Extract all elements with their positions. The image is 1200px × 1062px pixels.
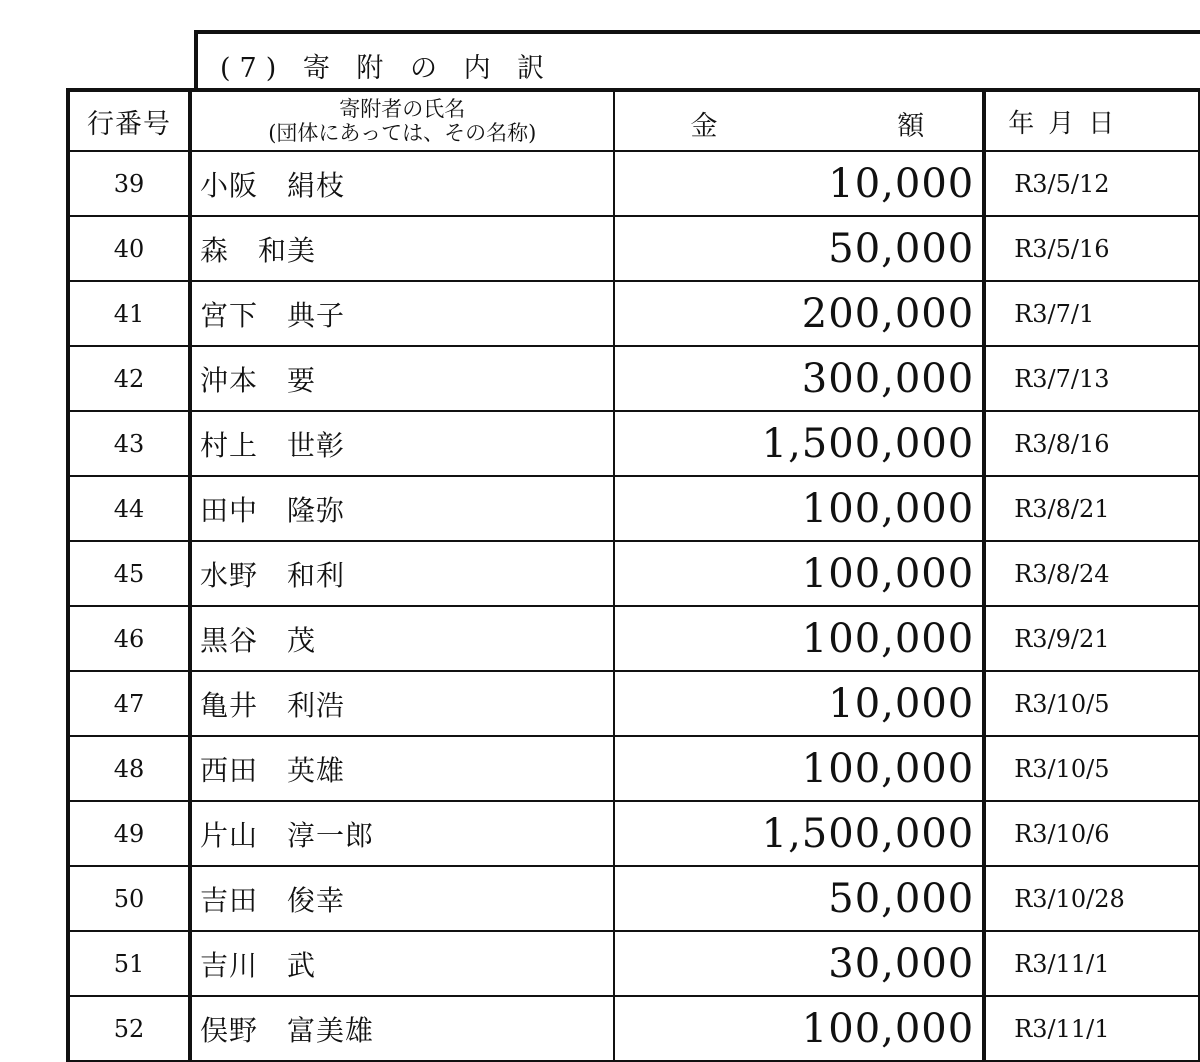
amount-cell: 100,000: [614, 476, 985, 541]
date-cell: R3/9/21: [984, 606, 1199, 671]
date-cell: R3/8/16: [984, 411, 1199, 476]
date-cell: R3/10/6: [984, 801, 1199, 866]
date-cell: R3/5/12: [984, 151, 1199, 216]
amount-cell: 200,000: [614, 281, 985, 346]
donor-name-cell: 吉川 武: [190, 931, 613, 996]
section-title-box: [194, 30, 1200, 88]
row-number-cell: 42: [68, 346, 190, 411]
row-number-cell: 47: [68, 671, 190, 736]
header-donor-name-line2: (団体にあっては、その名称): [268, 121, 537, 145]
table-row: [68, 606, 1199, 671]
table-row: [68, 281, 1199, 346]
amount-cell: 50,000: [614, 866, 985, 931]
amount-cell: 10,000: [614, 671, 985, 736]
table-header-row: [68, 90, 1199, 151]
donor-name-cell: 西田 英雄: [190, 736, 613, 801]
header-row-number: 行番号: [68, 90, 190, 151]
donor-name-cell: 村上 世彰: [190, 411, 613, 476]
donation-table: [66, 88, 1200, 1062]
table-row: [68, 476, 1199, 541]
header-date: 年月日: [984, 90, 1199, 151]
row-number-cell: 51: [68, 931, 190, 996]
date-cell: R3/11/1: [984, 931, 1199, 996]
donor-name-cell: 小阪 絹枝: [190, 151, 613, 216]
table-row: [68, 996, 1199, 1061]
amount-cell: 30,000: [614, 931, 985, 996]
header-amount: [614, 90, 985, 151]
donor-name-cell: 俣野 富美雄: [190, 996, 613, 1061]
row-number-cell: 48: [68, 736, 190, 801]
date-cell: R3/10/5: [984, 736, 1199, 801]
header-amount-left: 金: [690, 111, 718, 142]
table-row: [68, 151, 1199, 216]
amount-cell: 50,000: [614, 216, 985, 281]
donor-name-cell: 田中 隆弥: [190, 476, 613, 541]
donor-name-cell: 宮下 典子: [190, 281, 613, 346]
donor-name-cell: 沖本 要: [190, 346, 613, 411]
row-number-cell: 52: [68, 996, 190, 1061]
header-amount-right: 額: [897, 111, 925, 142]
amount-cell: 1,500,000: [614, 411, 985, 476]
amount-cell: 100,000: [614, 736, 985, 801]
table-row: [68, 931, 1199, 996]
date-cell: R3/8/24: [984, 541, 1199, 606]
row-number-cell: 49: [68, 801, 190, 866]
amount-cell: 100,000: [614, 606, 985, 671]
amount-cell: 10,000: [614, 151, 985, 216]
date-cell: R3/8/21: [984, 476, 1199, 541]
table-row: [68, 541, 1199, 606]
donor-name-cell: 水野 和利: [190, 541, 613, 606]
amount-cell: 1,500,000: [614, 801, 985, 866]
row-number-cell: 40: [68, 216, 190, 281]
donor-name-cell: 黒谷 茂: [190, 606, 613, 671]
table-row: [68, 216, 1199, 281]
table-row: [68, 411, 1199, 476]
amount-cell: 100,000: [614, 541, 985, 606]
donor-name-cell: 片山 淳一郎: [190, 801, 613, 866]
amount-cell: 300,000: [614, 346, 985, 411]
date-cell: R3/5/16: [984, 216, 1199, 281]
row-number-cell: 39: [68, 151, 190, 216]
amount-cell: 100,000: [614, 996, 985, 1061]
table-row: [68, 671, 1199, 736]
table-row: [68, 801, 1199, 866]
header-donor-name: [190, 90, 613, 151]
row-number-cell: 46: [68, 606, 190, 671]
section-title: (7) 寄 附 の 内 訳: [220, 53, 554, 84]
date-cell: R3/7/13: [984, 346, 1199, 411]
row-number-cell: 50: [68, 866, 190, 931]
row-number-cell: 44: [68, 476, 190, 541]
donor-name-cell: 吉田 俊幸: [190, 866, 613, 931]
donor-name-cell: 亀井 利浩: [190, 671, 613, 736]
date-cell: R3/7/1: [984, 281, 1199, 346]
table-row: [68, 736, 1199, 801]
table-row: [68, 866, 1199, 931]
row-number-cell: 41: [68, 281, 190, 346]
header-donor-name-line1: 寄附者の氏名: [339, 97, 466, 121]
date-cell: R3/10/28: [984, 866, 1199, 931]
row-number-cell: 43: [68, 411, 190, 476]
date-cell: R3/10/5: [984, 671, 1199, 736]
table-row: [68, 346, 1199, 411]
donor-name-cell: 森 和美: [190, 216, 613, 281]
row-number-cell: 45: [68, 541, 190, 606]
date-cell: R3/11/1: [984, 996, 1199, 1061]
